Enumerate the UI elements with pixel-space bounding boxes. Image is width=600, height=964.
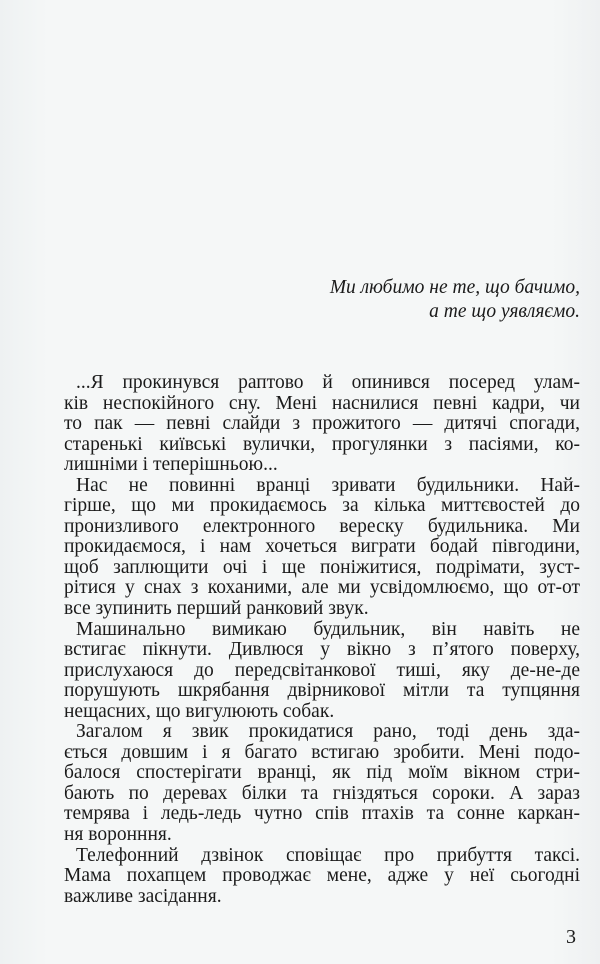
text-line: балося спостерігати вранці, як під моїм вікном стри- [64, 762, 580, 784]
text-line: прокидаємося, і нам хочеться виграти бодай півгодини, [64, 536, 580, 558]
text-line: пронизливого електронного вереску будильника. Ми [64, 515, 580, 537]
text-line: то пак — певні слайди з прожитого — дитячі спогади, [64, 413, 580, 435]
text-line: лишніми і теперішньою... [64, 454, 278, 476]
text-line: встигає пікнути. Дивлюся у вікно з п’ятого поверху, [64, 639, 580, 661]
text-line: прислухаюся до передсвітанкової тиші, яку де-не-де [64, 659, 580, 681]
paragraph [64, 620, 580, 723]
text-line: Телефонний дзвінок сповіщає про прибуття таксі. [76, 844, 580, 866]
text-line: важливе засідання. [64, 885, 222, 907]
page-number: 3 [566, 926, 576, 948]
text-line: щоб заплющити очі і ще поніжитися, подрімати, зуст- [64, 556, 580, 578]
epigraph-line: а те що уявляємо. [429, 301, 580, 322]
text-line: ...Я прокинувся раптово й опинився посеред улам- [76, 372, 580, 393]
text-line: Загалом я звик прокидатися рано, тоді день зда- [76, 721, 580, 743]
epigraph [330, 276, 580, 324]
paragraph [64, 476, 580, 620]
paragraph [64, 373, 580, 476]
text-line: бають по деревах білки та гніздяться сороки. А зараз [64, 782, 580, 804]
text-line: нещасних, що вигулюють собак. [64, 700, 335, 722]
text-line: рітися у снах з коханими, але ми усвідомлюємо, що от-от [64, 577, 580, 599]
text-line: все зупинить перший ранковий звук. [64, 598, 369, 620]
text-line: гірше, що ми прокидаємось за кілька миттєвостей до [64, 495, 580, 517]
text-line: порушують шкрябання двірникової мітли та тупцяння [64, 680, 580, 702]
text-line: старенькі київські вулички, прогулянки з пасіями, ко- [64, 433, 580, 455]
text-line: Мама похапцем проводжає мене, адже у неї сьогодні [64, 865, 580, 887]
body-text [64, 373, 580, 907]
text-line: ється довшим і я багато встигаю зробити. Мені подо- [64, 741, 580, 763]
text-line: темрява і ледь-ледь чутно спів птахів та сонне каркан- [64, 803, 580, 825]
text-line: Машинально вимикаю будильник, він навіть не [76, 618, 580, 640]
text-line: ня воронння. [64, 824, 172, 846]
epigraph-line: Ми любимо не те, що бачимо, [329, 277, 580, 298]
text-line: ків неспокійного сну. Мені наснилися певні кадри, чи [64, 392, 580, 414]
paragraph [64, 846, 580, 908]
text-line: Нас не повинні вранці зривати будильники. Най- [76, 474, 580, 496]
paragraph [64, 722, 580, 845]
